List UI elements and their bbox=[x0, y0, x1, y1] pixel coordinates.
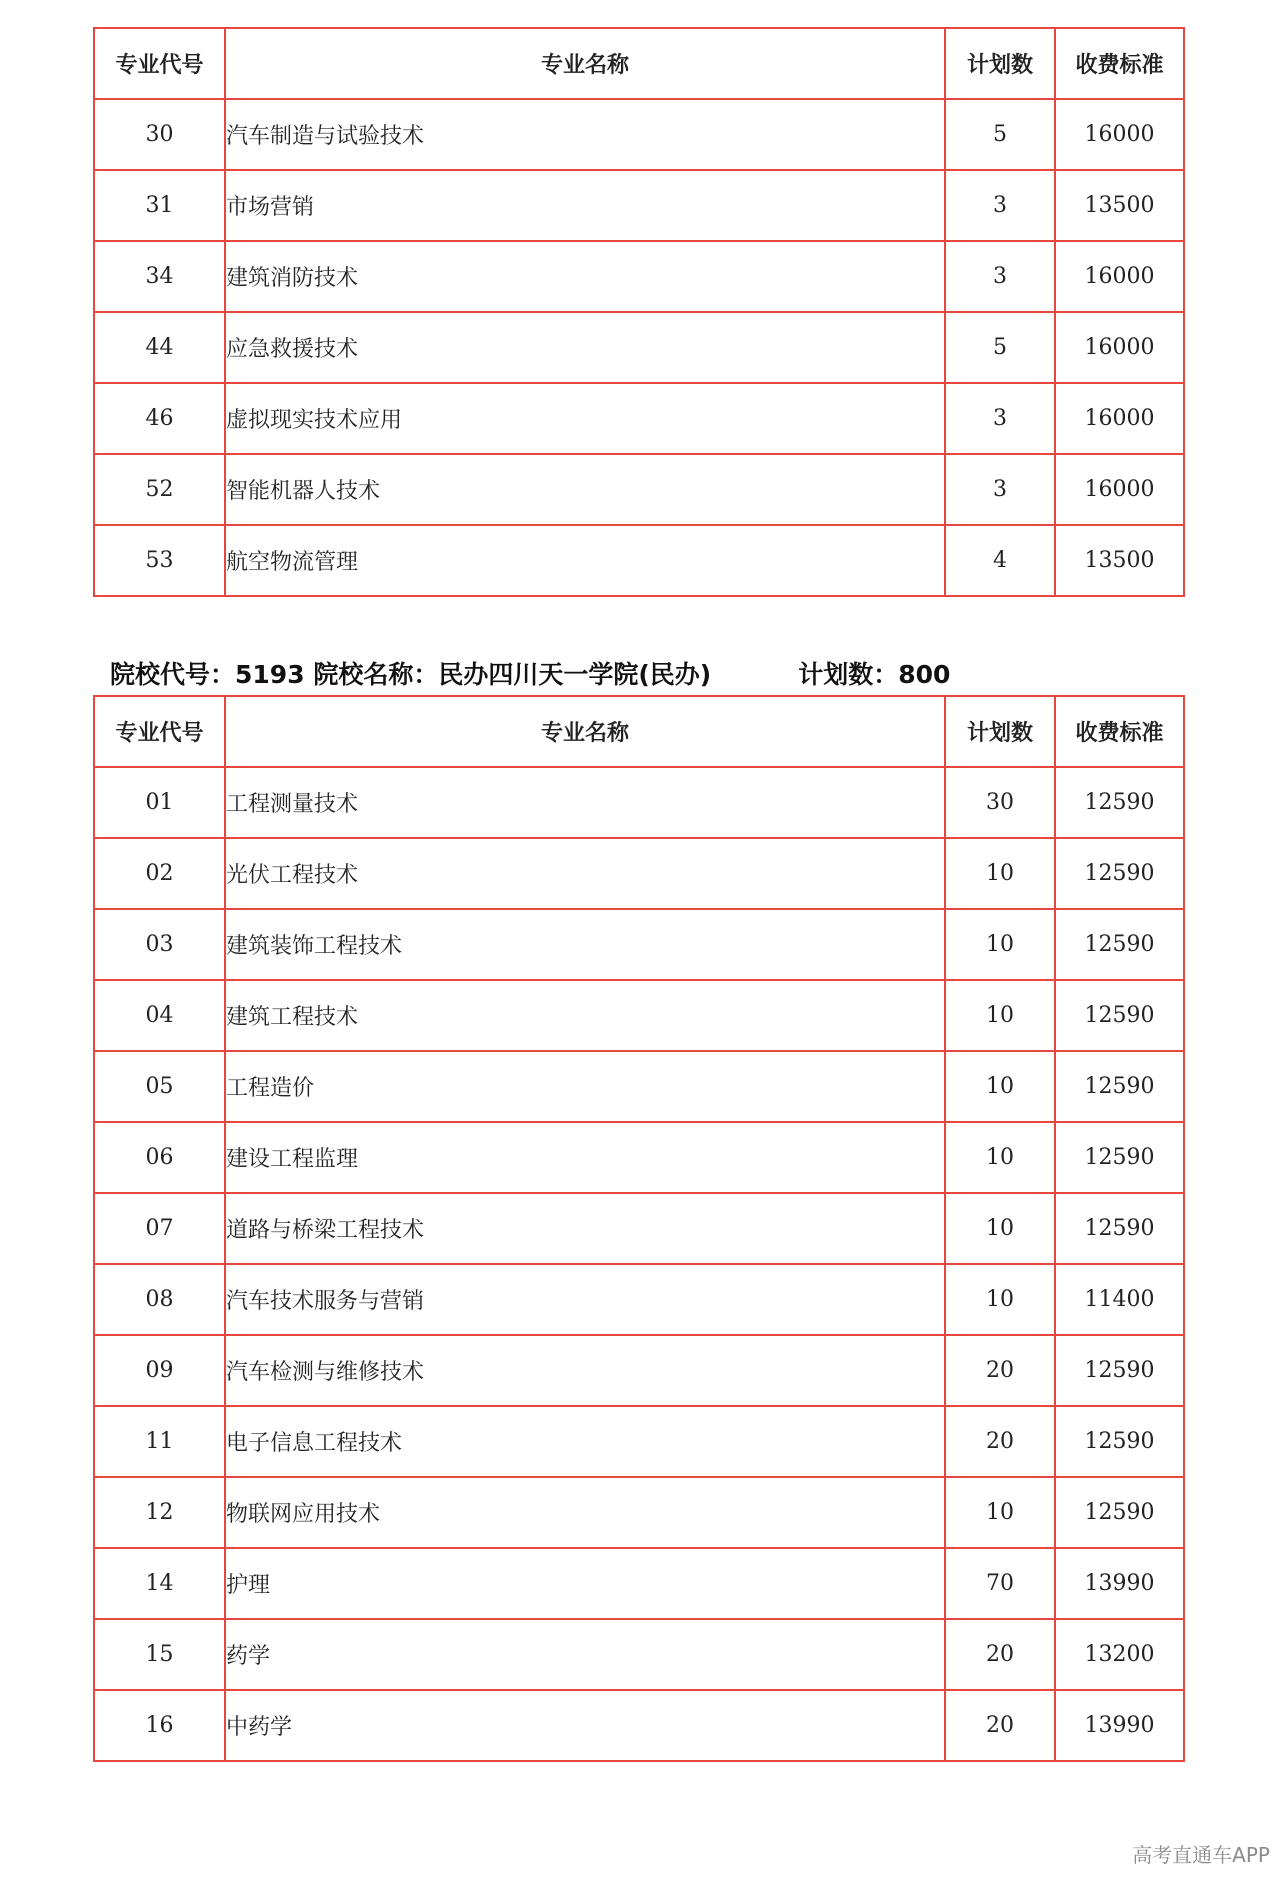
table-row bbox=[94, 1122, 1184, 1193]
table-2-body bbox=[94, 767, 1184, 1761]
header-major-code: 专业代号 bbox=[94, 696, 225, 767]
table-row bbox=[94, 241, 1184, 312]
fee-standard-cell: 16000 bbox=[1055, 383, 1184, 454]
header-plan-count: 计划数 bbox=[945, 696, 1055, 767]
major-code-cell: 15 bbox=[94, 1619, 225, 1690]
major-code-cell: 05 bbox=[94, 1051, 225, 1122]
table-row bbox=[94, 99, 1184, 170]
plan-count-cell: 3 bbox=[945, 170, 1055, 241]
major-code-cell: 30 bbox=[94, 99, 225, 170]
fee-standard-cell: 12590 bbox=[1055, 767, 1184, 838]
major-code-cell: 53 bbox=[94, 525, 225, 596]
major-name-cell: 建设工程监理 bbox=[225, 1122, 945, 1193]
table-row bbox=[94, 312, 1184, 383]
header-major-name: 专业名称 bbox=[225, 28, 945, 99]
plan-count-cell: 20 bbox=[945, 1690, 1055, 1761]
fee-standard-cell: 13990 bbox=[1055, 1548, 1184, 1619]
major-name-cell: 道路与桥梁工程技术 bbox=[225, 1193, 945, 1264]
plan-count-cell: 10 bbox=[945, 1122, 1055, 1193]
fee-standard-cell: 12590 bbox=[1055, 1335, 1184, 1406]
major-code-cell: 34 bbox=[94, 241, 225, 312]
fee-standard-cell: 12590 bbox=[1055, 909, 1184, 980]
plan-count-cell: 30 bbox=[945, 767, 1055, 838]
table-row bbox=[94, 1406, 1184, 1477]
major-table-1 bbox=[93, 27, 1185, 597]
fee-standard-cell: 12590 bbox=[1055, 1477, 1184, 1548]
plan-count-cell: 3 bbox=[945, 383, 1055, 454]
plan-count-cell: 10 bbox=[945, 909, 1055, 980]
plan-count-cell: 10 bbox=[945, 1193, 1055, 1264]
major-code-cell: 02 bbox=[94, 838, 225, 909]
major-code-cell: 04 bbox=[94, 980, 225, 1051]
major-name-cell: 中药学 bbox=[225, 1690, 945, 1761]
major-name-cell: 光伏工程技术 bbox=[225, 838, 945, 909]
plan-count-cell: 20 bbox=[945, 1619, 1055, 1690]
table-row bbox=[94, 170, 1184, 241]
major-table-2 bbox=[93, 695, 1185, 1762]
major-name-cell: 建筑工程技术 bbox=[225, 980, 945, 1051]
fee-standard-cell: 13200 bbox=[1055, 1619, 1184, 1690]
table-row bbox=[94, 1619, 1184, 1690]
major-name-cell: 工程造价 bbox=[225, 1051, 945, 1122]
plan-count-cell: 20 bbox=[945, 1335, 1055, 1406]
table-row bbox=[94, 767, 1184, 838]
major-code-cell: 09 bbox=[94, 1335, 225, 1406]
major-code-cell: 14 bbox=[94, 1548, 225, 1619]
major-code-cell: 44 bbox=[94, 312, 225, 383]
table-header-row bbox=[94, 696, 1184, 767]
table-header-row bbox=[94, 28, 1184, 99]
plan-count-cell: 20 bbox=[945, 1406, 1055, 1477]
plan-count-cell: 10 bbox=[945, 1264, 1055, 1335]
major-code-cell: 31 bbox=[94, 170, 225, 241]
plan-count-cell: 5 bbox=[945, 99, 1055, 170]
major-name-cell: 智能机器人技术 bbox=[225, 454, 945, 525]
fee-standard-cell: 11400 bbox=[1055, 1264, 1184, 1335]
header-major-code: 专业代号 bbox=[94, 28, 225, 99]
major-name-cell: 应急救援技术 bbox=[225, 312, 945, 383]
major-code-cell: 03 bbox=[94, 909, 225, 980]
school-code: 5193 bbox=[235, 660, 305, 689]
fee-standard-cell: 16000 bbox=[1055, 99, 1184, 170]
school-code-label: 院校代号： bbox=[110, 660, 236, 689]
fee-standard-cell: 13500 bbox=[1055, 170, 1184, 241]
plan-count-cell: 3 bbox=[945, 241, 1055, 312]
major-name-cell: 物联网应用技术 bbox=[225, 1477, 945, 1548]
major-name-cell: 工程测量技术 bbox=[225, 767, 945, 838]
table-row bbox=[94, 454, 1184, 525]
major-code-cell: 52 bbox=[94, 454, 225, 525]
plan-count-cell: 4 bbox=[945, 525, 1055, 596]
school-plan-count: 800 bbox=[898, 660, 951, 689]
plan-count-cell: 10 bbox=[945, 980, 1055, 1051]
fee-standard-cell: 12590 bbox=[1055, 1122, 1184, 1193]
major-code-cell: 16 bbox=[94, 1690, 225, 1761]
major-code-cell: 08 bbox=[94, 1264, 225, 1335]
table-row bbox=[94, 1335, 1184, 1406]
fee-standard-cell: 16000 bbox=[1055, 454, 1184, 525]
fee-standard-cell: 13990 bbox=[1055, 1690, 1184, 1761]
plan-count-cell: 10 bbox=[945, 838, 1055, 909]
major-name-cell: 药学 bbox=[225, 1619, 945, 1690]
major-name-cell: 汽车检测与维修技术 bbox=[225, 1335, 945, 1406]
header-major-name: 专业名称 bbox=[225, 696, 945, 767]
plan-count-cell: 10 bbox=[945, 1051, 1055, 1122]
header-fee-standard: 收费标准 bbox=[1055, 696, 1184, 767]
major-name-cell: 电子信息工程技术 bbox=[225, 1406, 945, 1477]
major-name-cell: 航空物流管理 bbox=[225, 525, 945, 596]
fee-standard-cell: 12590 bbox=[1055, 838, 1184, 909]
major-name-cell: 市场营销 bbox=[225, 170, 945, 241]
fee-standard-cell: 16000 bbox=[1055, 241, 1184, 312]
table-row bbox=[94, 1264, 1184, 1335]
plan-count-cell: 70 bbox=[945, 1548, 1055, 1619]
table-row bbox=[94, 1051, 1184, 1122]
major-name-cell: 建筑消防技术 bbox=[225, 241, 945, 312]
school-name: 民办四川天一学院(民办) bbox=[438, 660, 712, 689]
major-name-cell: 护理 bbox=[225, 1548, 945, 1619]
table-row bbox=[94, 1690, 1184, 1761]
table-row bbox=[94, 1193, 1184, 1264]
school-name-label: 院校名称： bbox=[313, 660, 439, 689]
major-name-cell: 虚拟现实技术应用 bbox=[225, 383, 945, 454]
school-plan-label: 计划数： bbox=[798, 660, 899, 689]
header-fee-standard: 收费标准 bbox=[1055, 28, 1184, 99]
major-name-cell: 汽车技术服务与营销 bbox=[225, 1264, 945, 1335]
major-code-cell: 01 bbox=[94, 767, 225, 838]
major-code-cell: 07 bbox=[94, 1193, 225, 1264]
table-row bbox=[94, 1548, 1184, 1619]
watermark-text: 高考直通车APP bbox=[1132, 1843, 1270, 1867]
fee-standard-cell: 12590 bbox=[1055, 1051, 1184, 1122]
fee-standard-cell: 12590 bbox=[1055, 1193, 1184, 1264]
major-code-cell: 46 bbox=[94, 383, 225, 454]
major-name-cell: 汽车制造与试验技术 bbox=[225, 99, 945, 170]
major-code-cell: 12 bbox=[94, 1477, 225, 1548]
header-plan-count: 计划数 bbox=[945, 28, 1055, 99]
plan-count-cell: 10 bbox=[945, 1477, 1055, 1548]
major-name-cell: 建筑装饰工程技术 bbox=[225, 909, 945, 980]
major-code-cell: 06 bbox=[94, 1122, 225, 1193]
table-row bbox=[94, 980, 1184, 1051]
table-row bbox=[94, 383, 1184, 454]
table-row bbox=[94, 838, 1184, 909]
fee-standard-cell: 16000 bbox=[1055, 312, 1184, 383]
table-row bbox=[94, 1477, 1184, 1548]
plan-count-cell: 5 bbox=[945, 312, 1055, 383]
fee-standard-cell: 12590 bbox=[1055, 980, 1184, 1051]
fee-standard-cell: 13500 bbox=[1055, 525, 1184, 596]
school-info-header bbox=[110, 655, 950, 691]
major-code-cell: 11 bbox=[94, 1406, 225, 1477]
table-row bbox=[94, 525, 1184, 596]
table-1-body bbox=[94, 99, 1184, 596]
fee-standard-cell: 12590 bbox=[1055, 1406, 1184, 1477]
table-row bbox=[94, 909, 1184, 980]
plan-count-cell: 3 bbox=[945, 454, 1055, 525]
